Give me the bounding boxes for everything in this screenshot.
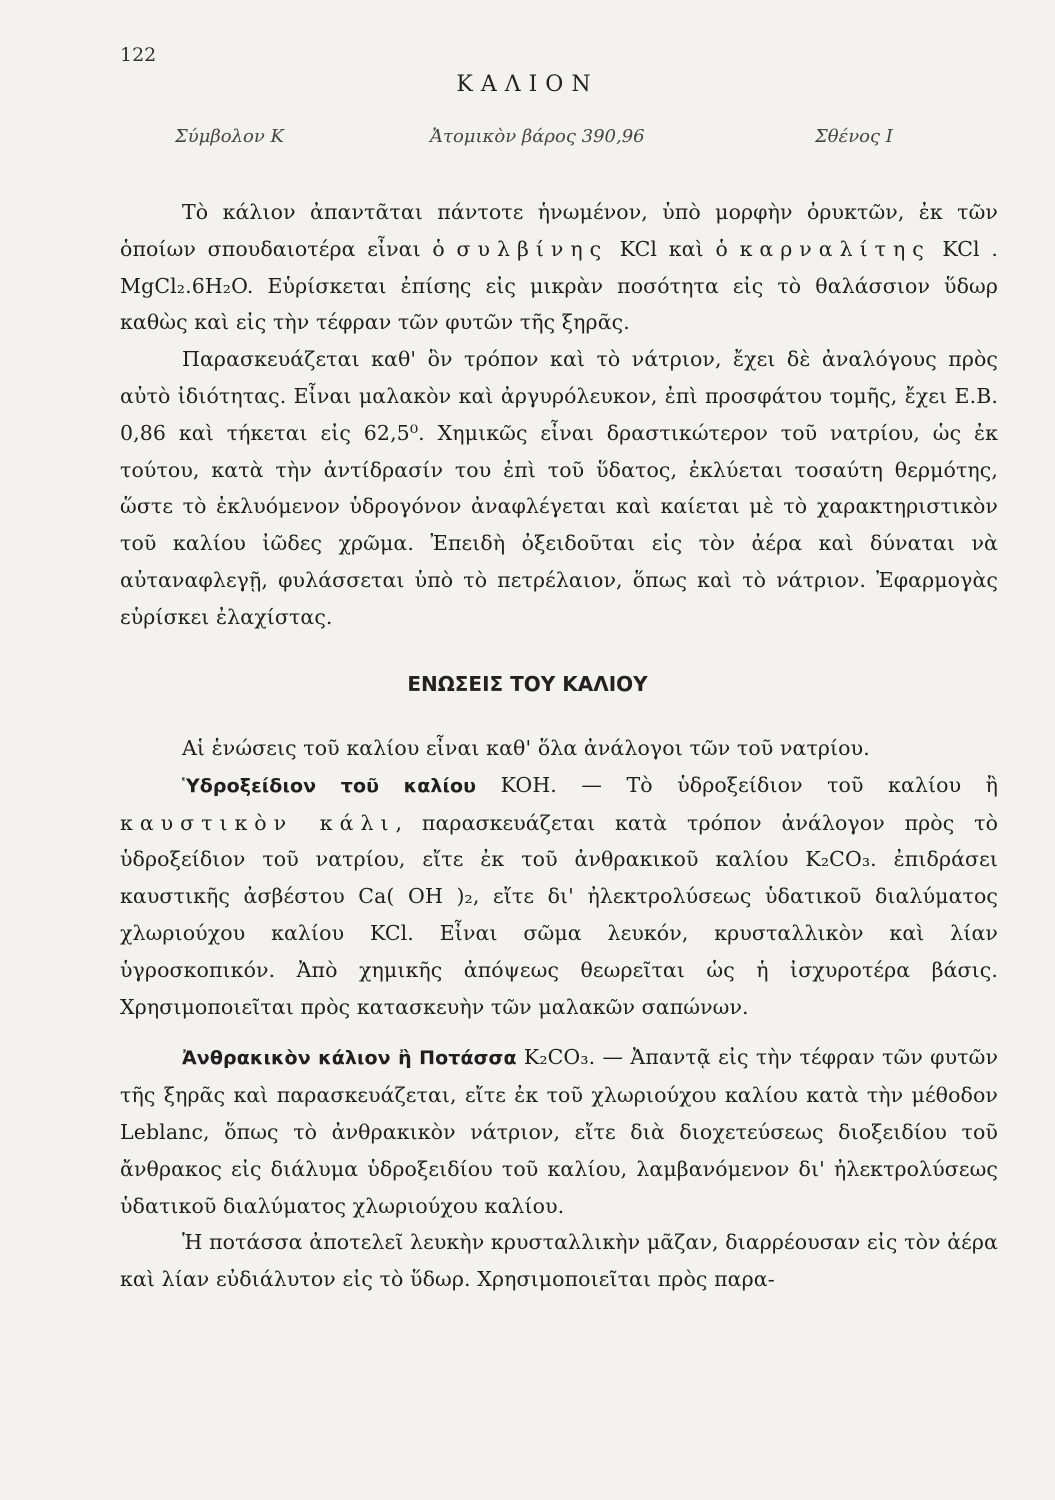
carbonate-heading: Ἀνθρακικὸν κάλιον ἢ Ποτάσσα bbox=[182, 1047, 517, 1070]
symbol-label: Σύμβολον Κ bbox=[175, 126, 284, 147]
potash-paragraph: Ἡ ποτάσσα ἀποτελεῖ λευκὴν κρυσταλλικὴν μᾶζαν, διαρρέουσαν εἰς τὸν ἀέρα καὶ λίαν εὐδιάλυτον εἰς τὸ ὕδωρ. Χρησιμοποιεῖται πρὸς παρα- bbox=[120, 1230, 998, 1292]
hydroxide-paragraph: Ὑδροξείδιον τοῦ καλίου KOH. — Τὸ ὑδροξείδιον τοῦ καλίου ἢ καυστικὸν κάλι, παρασκευάζεται κατὰ τρόπον ἀνάλογον πρὸς τὸ ὑδροξείδιον τοῦ νατρίου, εἴτε ἐκ τοῦ ἀνθρακικοῦ καλίου K₂CO₃. ἐπιδράσει καυστικῆς ἀσβέστου Ca( OH )₂, εἴτε δι' ἠλεκτρολύσεως ὑδατικοῦ διαλύματος χλωριούχου καλίου KCl. Εἶναι σῶμα λευκόν, κρυσταλλικὸν καὶ λίαν ὑγροσκοπικόν. Ἀπὸ χημικῆς ἀπόψεως θεωρεῖται ὡς ἡ ἰσχυροτέρα βάσις. Χρησιμοποιεῖται πρὸς κατασκευὴν τῶν μαλακῶν σαπώνων. bbox=[120, 772, 999, 1019]
hydroxide-heading: Ὑδροξείδιον τοῦ καλίου bbox=[182, 774, 477, 797]
page-title: ΚΑΛΙΟΝ bbox=[456, 72, 599, 97]
compounds-intro: Αἱ ἑνώσεις τοῦ καλίου εἶναι καθ' ὅλα ἀνάλογοι τῶν τοῦ νατρίου. bbox=[182, 736, 870, 760]
sylvite-term: συλβίνης bbox=[456, 236, 609, 261]
carbonate-paragraph: Ἀνθρακικὸν κάλιον ἢ Ποτάσσα K₂CO₃. — Ἀπαντᾷ εἰς τὴν τέφραν τῶν φυτῶν τῆς ξηρᾶς καὶ παρασκευάζεται, εἴτε ἐκ τοῦ χλωριούχου καλίου κατὰ τὴν μέθοδον Leblanc, ὅπως τὸ ἀνθρακικὸν νάτριον, εἴτε διὰ διοχετεύσεως διοξειδίου τοῦ ἄνθρακος εἰς διάλυμα ὑδροξειδίου τοῦ καλίου, λαμβανόμενον δι' ἠλεκτρολύσεως ὑδατικοῦ διαλύματος χλωριούχου καλίου. bbox=[120, 1045, 999, 1218]
intro-block bbox=[120, 194, 998, 636]
compounds-block bbox=[120, 730, 998, 1298]
intro-paragraph: Τὸ κάλιον ἀπαντᾶται πάντοτε ἡνωμένον, ὑπὸ μορφὴν ὀρυκτῶν, ἐκ τῶν ὁποίων σπουδαιοτέρα εἶναι ὁ συλβίνης KCl καὶ ὁ καρναλίτης KCl . MgCl₂.6H₂O. Εὑρίσκεται ἐπίσης εἰς μικρὰν ποσότητα εἰς τὸ θαλάσσιον ὕδωρ καθὼς καὶ εἰς τὴν τέφραν τῶν φυτῶν τῆς ξηρᾶς. bbox=[120, 200, 998, 335]
atomic-weight-label: Ἀτομικὸν βάρος 390,96 bbox=[430, 126, 645, 147]
carnallite-term: καρναλίτης bbox=[739, 236, 931, 261]
section-heading: ΕΝΩΣΕΙΣ ΤΟΥ ΚΑΛΙΟΥ bbox=[407, 672, 648, 696]
page-number: 122 bbox=[120, 44, 157, 66]
caustic-term: καυστικὸν κάλι bbox=[120, 810, 396, 835]
valence-label: Σθένος Ι bbox=[815, 126, 893, 147]
properties-paragraph: Παρασκευάζεται καθ' ὃν τρόπον καὶ τὸ νάτριον, ἔχει δὲ ἀναλόγους πρὸς αὐτὸ ἰδιότητας. Εἶναι μαλακὸν καὶ ἀργυρόλευκον, ἐπὶ προσφάτου τομῆς, ἔχει Ε.Β. 0,86 καὶ τήκεται εἰς 62,5⁰. Χημικῶς εἶναι δραστικώτερον τοῦ νατρίου, ὡς ἐκ τούτου, κατὰ τὴν ἀντίδρασίν του ἐπὶ τοῦ ὕδατος, ἐκλύεται τοσαύτη θερμότης, ὥστε τὸ ἐκλυόμενον ὑδρογόνον ἀναφλέγεται καὶ καίεται μὲ τὸ χαρακτηριστικὸν τοῦ καλίου ἰῶδες χρῶμα. Ἐπειδὴ ὀξειδοῦται εἰς τὸν ἀέρα καὶ δύναται νὰ αὐταναφλεγῇ, φυλάσσεται ὑπὸ τὸ πετρέλαιον, ὅπως καὶ τὸ νάτριον. Ἐφαρμογὰς εὑρίσκει ἐλαχίστας. bbox=[120, 347, 998, 629]
